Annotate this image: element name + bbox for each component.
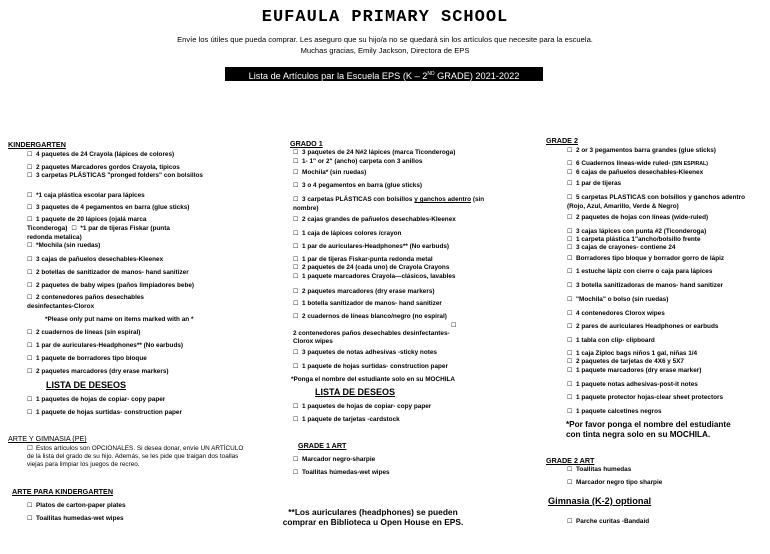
list-item: ☐ Borradores tipo bloque y borrador gorro de lápiz [567, 255, 725, 262]
checkbox-icon: ☐ [27, 283, 33, 289]
checkbox-icon: ☐ [27, 343, 33, 349]
list-item: ☐ 6 Cuadernos líneas-wide ruled- (SIN ESPIRAL) [567, 160, 708, 167]
list-item: ☐ 1 par de tijeras [567, 180, 622, 187]
checkbox-icon: ☐ [567, 368, 573, 374]
checkbox-icon: ☐ [27, 173, 33, 179]
checkbox-icon: ☐ [567, 409, 573, 415]
list-item: ☐ 2 cuadernos de líneas (sin espiral) [27, 329, 141, 336]
list-item: ☐ 2 botellas de sanitizador de manos- hand sanitizer [27, 269, 189, 276]
banner-prefix: Lista de Artículos par la Escuela EPS (K – 2 [248, 71, 428, 82]
list-item: ☐ Toallitas humedas-wet wipes [27, 515, 124, 522]
checkbox-icon: ☐ [293, 150, 299, 156]
checkbox-icon: ☐ [293, 231, 299, 237]
checkbox-icon: ☐ [567, 148, 573, 154]
list-item: ☐ 6 cajas de pañuelos desechables-Kleenex [567, 169, 704, 176]
checkbox-icon: ☐ [293, 159, 299, 165]
list-item: ☐ 1 paquete de hojas surtidas- construction paper [293, 363, 448, 370]
headphones-footnote: **Los auriculares (headphones) se pueden comprar en Biblioteca u Open House en EPS. [282, 507, 464, 527]
checkbox-icon: ☐ [293, 183, 299, 189]
checkbox-icon: ☐ [567, 283, 573, 289]
list-item: ☐ 1 caja de lápices colores /crayon [293, 230, 402, 237]
grade1-note: *Ponga el nombre del estudiante solo en su MOCHILA [291, 376, 456, 383]
list-item: ☐ 5 carpetas PLASTICAS con bolsillos y ganchos adentro (Rojo, Azul, Amarillo, Verde & Negro) [567, 194, 746, 210]
grade1-art-heading: GRADE 1 ART [298, 441, 347, 450]
list-item: ☐ 2 paquetes de hojas con líneas (wide-ruled) [567, 214, 709, 221]
checkbox-icon: ☐ [293, 314, 299, 320]
intro-line-1: Envíe los útiles que pueda comprar. Les aseguro que su hijo/a no se quedará sin los artículos que necesite para la escuela. [177, 35, 593, 44]
list-item: ☐ 3 cajas lápices con punta #2 (Ticonderoga) [567, 228, 707, 235]
checkbox-icon: ☐ [567, 351, 573, 357]
art-kindergarten-heading: ARTE PARA KINDERGARTEN [12, 487, 114, 496]
list-item: ☐ 2 cajas grandes de pañuelos desechables-Kleenex [293, 216, 456, 223]
list-item: ☐ 2 cuadernos de líneas blanco/negro (no espiral) [293, 313, 447, 320]
checkbox-icon: ☐ [27, 257, 33, 263]
grade1-heading: GRADO 1 [290, 139, 323, 148]
list-item: ☐ 4 contenedores Clorox wipes [567, 310, 665, 317]
checkbox-icon: ☐ [567, 467, 573, 473]
list-item: ☐ 3 cajas de crayones- contiene 24 [567, 244, 676, 251]
checkbox-icon: ☐ [27, 270, 33, 276]
list-item: ☐ 1 paquete de tarjetas -cardstock [293, 416, 400, 423]
list-item: ☐ 2 paquetes de baby wipes (paños limpiadores bebe) [27, 282, 195, 289]
checkbox-icon: ☐ [567, 480, 573, 486]
list-item: ☐ 1 par de auriculares-Headphones** (No earbuds) [293, 243, 450, 250]
list-item: ☐ 1 paquete protector hojas-clear sheet protectors [567, 394, 724, 401]
checkbox-icon: ☐ [27, 205, 33, 211]
list-item: ☐ 1 tabla con clip- clipboard [567, 337, 655, 344]
checkbox-icon: ☐ [567, 269, 573, 275]
banner-sup: ND [427, 71, 435, 77]
checkbox-icon: ☐ [451, 323, 457, 329]
checkbox-icon: ☐ [293, 301, 299, 307]
list-item: ☐ Marcador negro-sharpie [293, 456, 376, 463]
list-item: ☐ 1 paquete marcadores (dry erase marker) [567, 367, 702, 374]
checkbox-icon: ☐ [293, 470, 299, 476]
grade2-note: *Por favor ponga el nombre del estudiante con tinta negra solo en su MOCHILA. [566, 420, 731, 439]
list-banner [225, 67, 543, 81]
checkbox-icon: ☐ [567, 311, 573, 317]
list-item: ☐ *Mochila (sin ruedas) [27, 242, 101, 249]
list-item: 2 contenedores paños desechables desinfectantes-Clorox wipes [293, 330, 450, 345]
checkbox-icon: ☐ [27, 243, 33, 249]
checkbox-icon: ☐ [27, 369, 33, 375]
list-item: ☐ 2 paquetes marcadores (dry erase markers) [27, 368, 169, 375]
list-item: ☐ Toallitas humedas [567, 466, 632, 473]
list-item: ☐ 4 paquetes de 24 Crayola (lápices de colores) [27, 151, 175, 158]
checkbox-icon: ☐ [27, 152, 33, 158]
list-item: ☐ 1 estuche lápiz con cierre o caja para lápices [567, 268, 713, 275]
checkbox-icon: ☐ [27, 516, 33, 522]
checkbox-icon: ☐ [567, 359, 573, 365]
checkbox-icon: ☐ [27, 330, 33, 336]
checkbox-icon: ☐ [567, 338, 573, 344]
art-pe-heading: ARTE Y GIMNASIA (PE) [8, 434, 87, 443]
intro-line-2: Muchas gracias, Emily Jackson, Directora de EPS [300, 46, 470, 55]
art-pe-text: ☐ Estos artículos son OPCIONALES. Si desea donar, envíe UN ARTÍCULO de la lista del grado de su hijo. Además, se les pide que traigan dos toallas viejas para limpiar los juegos de recreo. [27, 445, 244, 468]
list-item: ☐ 1 par de auriculares-Headphones** (No earbuds) [27, 342, 184, 349]
list-item: ☐ 3 carpetas PLÁSTICAS "pronged folders" con bolsillos [27, 172, 203, 179]
list-item: ☐ Mochila* (sin ruedas) [293, 169, 367, 176]
checkbox-icon: ☐ [567, 297, 573, 303]
grade1-wishlist-heading: LISTA DE DESEOS [315, 387, 396, 397]
checkbox-icon: ☐ [27, 410, 33, 416]
list-item: ☐ 1 paquete notas adhesivas-post-it notes [567, 381, 698, 388]
checkbox-icon: ☐ [293, 350, 299, 356]
grade2-heading: GRADE 2 [546, 136, 578, 145]
checkbox-icon: ☐ [567, 245, 573, 251]
list-item: ☐ 1 botella sanitizador de manos- hand sanitizer [293, 300, 442, 307]
list-item: ☐ "Mochila" o bolso (sin ruedas) [567, 296, 669, 303]
checkbox-icon: ☐ [293, 265, 299, 271]
checkbox-icon: ☐ [293, 364, 299, 370]
checkbox-icon: ☐ [27, 193, 33, 199]
checkbox-icon: ☐ [567, 215, 573, 221]
list-item: ☐ 2 paquetes marcadores (dry erase markers) [293, 288, 435, 295]
list-item: ☐ 2 paquetes de 24 (cada uno) de Crayola Crayons [293, 264, 450, 271]
checkbox-icon: ☐ [293, 217, 299, 223]
list-item: ☐ 1 caja Ziploc bags niños 1 gal, niñas 1/4 [567, 350, 698, 357]
checkbox-icon: ☐ [293, 457, 299, 463]
checkbox-icon: ☐ [567, 395, 573, 401]
checkbox-icon: ☐ [27, 445, 33, 452]
list-item: ☐ Toallitas húmedas-wet wipes [293, 469, 390, 476]
kindergarten-note: *Please only put name on items marked with an * [45, 316, 194, 323]
list-item: ☐ 3 paquetes de 24 N#2 lápices (marca Ticonderoga) [293, 149, 456, 156]
list-item: ☐ 1 paquete de 20 lápices (ojalá marca Ticonderoga) ☐ *1 par de tijeras Fiskar (punta redonda metalica) [27, 216, 170, 241]
list-item: ☐ Platos de carton-paper plates [27, 502, 126, 509]
list-item: ☐ 3 botella sanitizadoras de manos- hand sanitizer [567, 282, 724, 289]
checkbox-icon: ☐ [567, 324, 573, 330]
list-item: ☐ 1 paquetes de hojas de copiar- copy paper [27, 396, 166, 403]
checkbox-icon: ☐ [567, 229, 573, 235]
checkbox-icon: ☐ [293, 274, 299, 280]
list-item: ☐ 2 contenedores paños desechables desinfectantes-Clorox [27, 294, 144, 310]
list-item: ☐ 2 paquetes Marcadores gordos Crayola, típicos [27, 164, 180, 171]
checkbox-icon: ☐ [293, 257, 299, 263]
checkbox-icon: ☐ [293, 417, 299, 423]
checkbox-icon: ☐ [293, 404, 299, 410]
list-item: ☐ *1 caja plástica escolar para lápices [27, 192, 145, 199]
list-item: ☐ 3 paquetes de notas adhesivas -sticky notes [293, 349, 437, 356]
list-item: ☐ Marcador negro tipo sharpie [567, 479, 663, 486]
checkbox-icon: ☐ [567, 161, 573, 167]
checkbox-icon: ☐ [567, 195, 573, 201]
list-item [451, 322, 521, 331]
checkbox-icon: ☐ [293, 197, 299, 203]
list-item: ☐ 3 paquetes de 4 pegamentos en barra (glue sticks) [27, 204, 190, 211]
list-item: ☐ 1 paquetes de hojas de copiar- copy paper [293, 403, 432, 410]
kindergarten-heading: KINDERGARTEN [8, 140, 66, 149]
checkbox-icon: ☐ [27, 165, 33, 171]
list-item: ☐ 1 carpeta plástica 1"ancho/bolsillo frente [567, 236, 701, 243]
grade2-art-heading: GRADE 2 ART [546, 456, 595, 465]
checkbox-icon: ☐ [27, 503, 33, 509]
checkbox-icon: ☐ [293, 170, 299, 176]
checkbox-icon: ☐ [567, 181, 573, 187]
gym-heading: Gimnasia (K-2) optional [548, 496, 652, 506]
list-item: ☐ 3 cajas de pañuelos desechables-Kleenex [27, 256, 164, 263]
checkbox-icon: ☐ [293, 244, 299, 250]
checkbox-icon: ☐ [567, 519, 573, 525]
checkbox-icon: ☐ [27, 397, 33, 403]
checkbox-icon: ☐ [27, 356, 33, 362]
list-item: ☐ 2 paquetes de tarjetas de 4X6 y 5X7 [567, 358, 684, 365]
checkbox-icon: ☐ [293, 289, 299, 295]
list-item: ☐ 2 pares de auriculares Headphones or earbuds [567, 323, 719, 330]
school-title: EUFAULA PRIMARY SCHOOL [261, 8, 509, 27]
checkbox-icon: ☐ [27, 295, 33, 301]
checkbox-icon: ☐ [71, 225, 77, 232]
list-item: ☐ 1- 1" or 2" (ancho) carpeta con 3 anillos [293, 158, 423, 165]
checkbox-icon: ☐ [27, 217, 33, 223]
checkbox-icon: ☐ [567, 237, 573, 243]
list-item: ☐ 1 paquete marcadores Crayola—clásicos, lavables [293, 273, 456, 280]
checkbox-icon: ☐ [567, 256, 573, 262]
list-item: ☐ 3 o 4 pegamentos en barra (glue sticks) [293, 182, 423, 189]
checkbox-icon: ☐ [567, 382, 573, 388]
list-item: ☐ 2 or 3 pegamentos barra grandes (glue sticks) [567, 147, 716, 154]
list-item: ☐ 3 carpetas PLÁSTICAS con bolsillos y ganchos adentro (sin nombre) [293, 196, 485, 212]
checkbox-icon: ☐ [567, 170, 573, 176]
list-item: ☐ Parche curitas -Bandaid [567, 518, 650, 525]
list-item: ☐ 1 paquete de borradores tipo bloque [27, 355, 147, 362]
kindergarten-wishlist-heading: LISTA DE DESEOS [46, 380, 127, 390]
list-item: ☐ 1 paquete calcetines negros [567, 408, 662, 415]
banner-suffix: GRADE) 2021-2022 [434, 71, 520, 82]
list-item: ☐ 1 par de tijeras Fiskar-punta redonda metal [293, 256, 433, 263]
list-item: ☐ 1 paquete de hojas surtidas- construction paper [27, 409, 182, 416]
